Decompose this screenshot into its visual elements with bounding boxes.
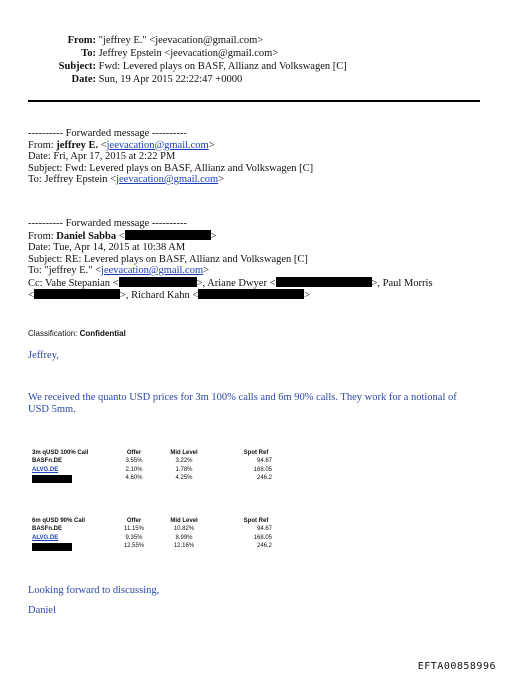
redaction-bar [34,289,120,299]
forward-separator: ---------- Forwarded message ---------- [28,218,187,229]
body-paragraph: We received the quanto USD prices for 3m 100% calls and 6m 90% calls. They work for a notional of USD 5mm. [28,392,457,415]
forwarded-message-2 [28,218,498,302]
table-cell-offer: 3.55% [125,458,143,465]
table-cell-offer: 2.10% [125,466,143,473]
classification-value: Confidential [79,329,126,338]
forward-subject-line: Subject: Fwd: Levered plays on BASF, Allianz and Volkswagen [C] [28,162,314,174]
redaction-bar [198,289,304,299]
pricing-table-3m [32,449,282,489]
forward-date-line: Date: Tue, Apr 14, 2015 at 10:38 AM [28,242,186,253]
table-cell-offer: 4.60% [125,475,143,482]
to-value: Jeffrey Epstein <jeevacation@gmail.com> [98,48,279,59]
email-header [40,34,480,86]
table-cell-mid: 12.16% [173,543,195,550]
from-label: From: [67,35,96,46]
date-value: Sun, 19 Apr 2015 22:22:47 +0000 [98,74,243,85]
document-id: EFTA00858996 [417,661,496,672]
table-row-ticker-link[interactable]: ALVG.DE [32,466,59,473]
from-value: "jeffrey E." <jeevacation@gmail.com> [98,35,264,46]
redaction-bar [276,277,372,287]
table-cell-spot: 246.2 [256,475,272,482]
table-cell-spot: 246.2 [256,543,272,550]
table-cell-spot: 168.05 [253,534,272,541]
table-header-mid: Mid Level [170,518,198,524]
table-cell-mid: 3.22% [175,458,193,465]
classification-line [28,329,126,338]
redaction-bar [119,277,197,287]
table-cell-offer: 11.15% [124,526,144,533]
table-header-name: 6m qUSD 90% Call [32,518,86,524]
table-cell-spot: 168.05 [253,466,272,473]
email-link[interactable]: jeevacation@gmail.com [116,174,219,185]
table-header-offer: Offer [126,450,142,456]
forward-to-line: To: Jeffrey Epstein <jeevacation@gmail.com> [28,174,225,185]
greeting: Jeffrey, [28,350,59,361]
table-header-offer: Offer [126,518,142,524]
classification-label: Classification: [28,329,80,338]
forward-cc-line: Cc: Vahe Stepanian < >, Ariane Dwyer < >, Paul Morris [28,277,433,289]
forward-cc-line-2: < >, Richard Kahn < > [28,290,311,301]
forward-to-line: To: "jeffrey E." <jeevacation@gmail.com> [28,265,210,276]
forward-separator: ---------- Forwarded message ---------- [28,128,187,139]
table-row-ticker: BASFn.DE [32,458,62,465]
redaction-bar [125,230,211,240]
forwarded-message-1 [28,128,478,186]
forward-from-line: From: Daniel Sabba < > [28,230,217,242]
header-divider [28,100,480,102]
pricing-table-6m [32,517,282,557]
table-cell-mid: 4.25% [175,475,193,482]
email-link[interactable]: jeevacation@gmail.com [101,265,204,276]
table-cell-spot: 94.67 [256,526,272,533]
forward-from-line: From: jeffrey E. <jeevacation@gmail.com> [28,139,215,151]
forward-date-line: Date: Fri, Apr 17, 2015 at 2:22 PM [28,151,176,162]
table-cell-mid: 1.78% [175,466,193,473]
table-header-spot: Spot Ref [243,450,269,456]
forward-subject-line: Subject: RE: Levered plays on BASF, Allianz and Volkswagen [C] [28,253,308,265]
table-cell-mid: 8.99% [175,534,193,541]
redaction-bar [32,475,72,483]
sender-name: Daniel Sabba [56,230,117,242]
to-label: To: [81,48,96,59]
email-link[interactable]: jeevacation@gmail.com [106,139,209,151]
subject-label: Subject: [58,61,96,72]
table-cell-offer: 12.55% [123,543,145,550]
redaction-bar [32,543,72,551]
table-cell-spot: 94.67 [256,458,272,465]
table-row-ticker-link[interactable]: ALVG.DE [32,534,59,541]
table-header-mid: Mid Level [170,450,198,456]
table-row-ticker: BASFn.DE [32,526,62,533]
table-cell-mid: 10.82% [173,526,195,533]
closing-line: Looking forward to discussing, [28,585,160,596]
sender-name: jeffrey E. [56,139,99,151]
table-header-spot: Spot Ref [243,518,269,524]
subject-value: Fwd: Levered plays on BASF, Allianz and Volkswagen [C] [98,61,347,72]
table-header-name: 3m qUSD 100% Call [32,450,89,456]
signature: Daniel [28,605,56,616]
table-cell-offer: 9.35% [125,534,143,541]
date-label: Date: [71,74,96,85]
